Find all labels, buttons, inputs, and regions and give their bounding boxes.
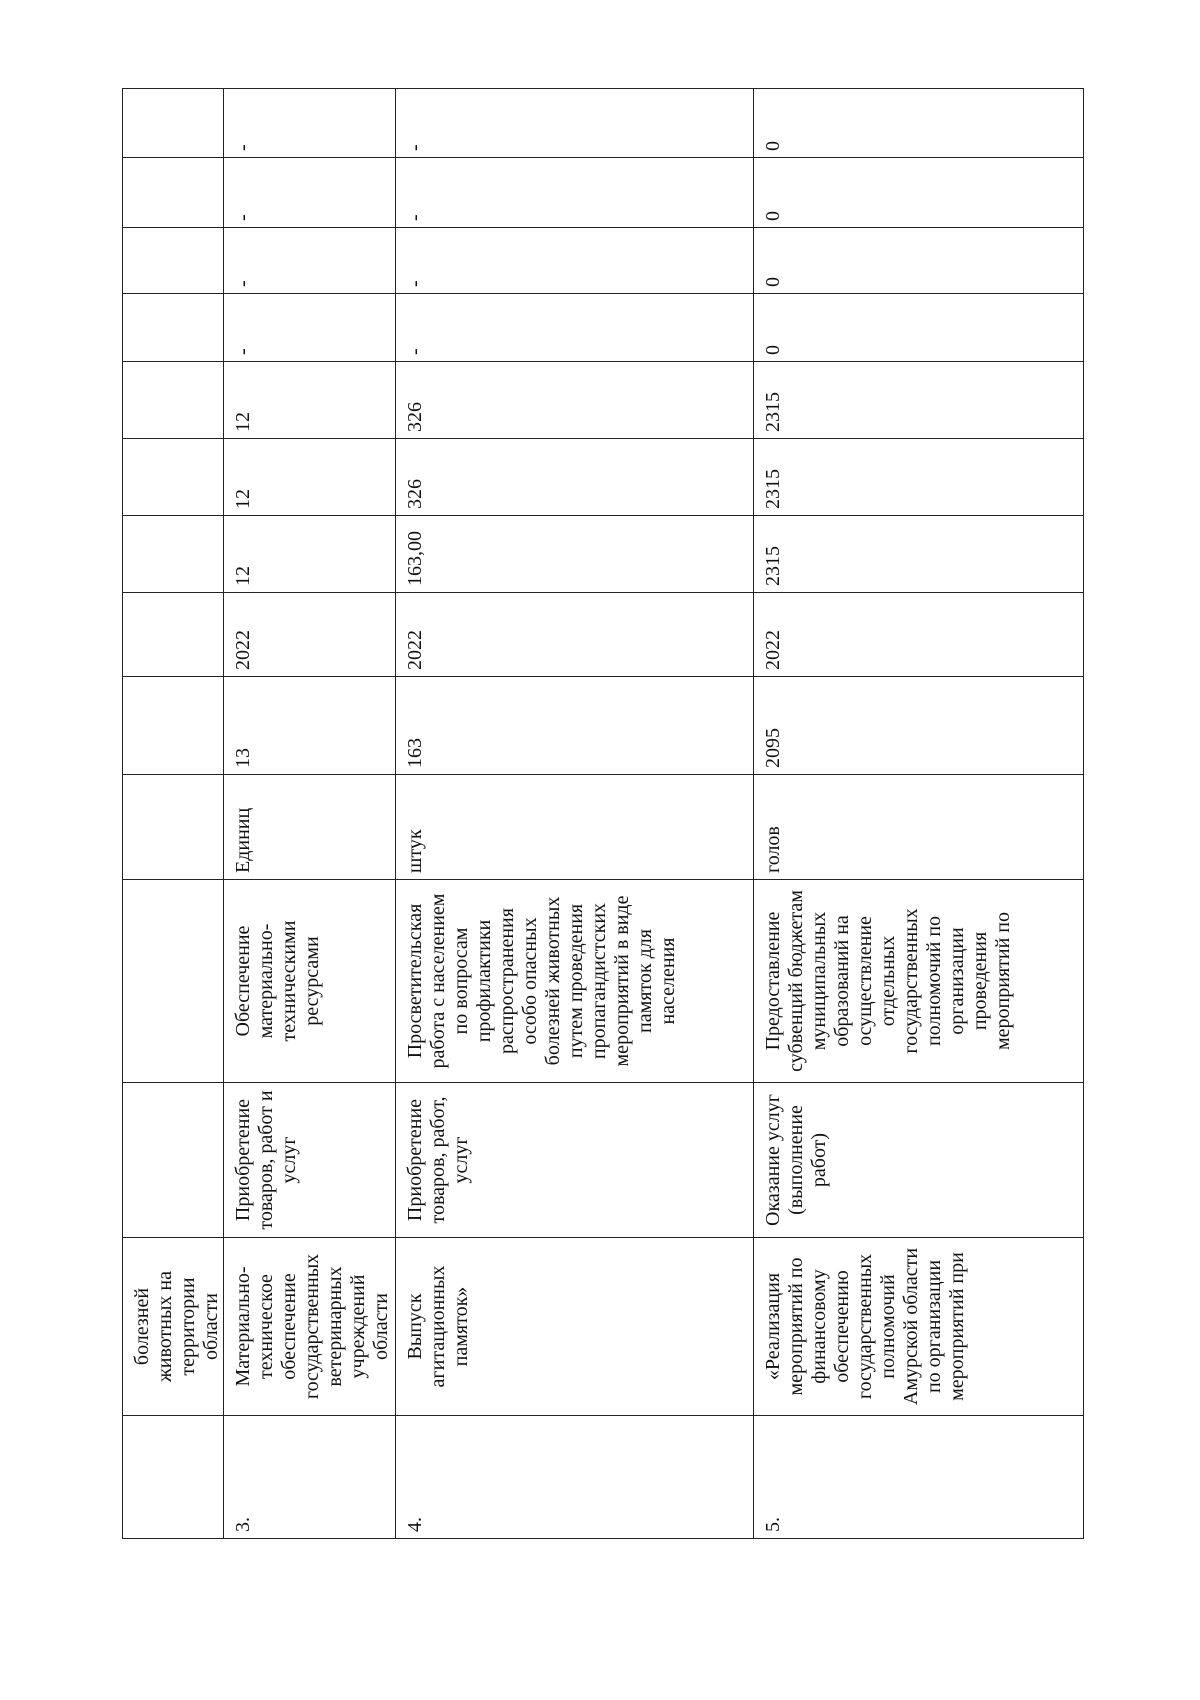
value-cell: - — [396, 158, 754, 228]
value-cell — [123, 158, 224, 228]
value-cell: 0 — [754, 89, 1084, 158]
value-cell — [123, 362, 224, 439]
value-cell: 163,00 — [396, 516, 754, 593]
value-cell: - — [396, 89, 754, 158]
expense-type-cell: Оказание услуг (выполнение работ) — [754, 1083, 1084, 1238]
value-cell: - — [396, 228, 754, 294]
value-cell — [123, 294, 224, 362]
value-cell — [123, 439, 224, 516]
expense-type-cell: Приобретение товаров, работ и услуг — [224, 1083, 396, 1238]
expense-type-cell: Приобретение товаров, работ, услуг — [396, 1083, 754, 1238]
table-row — [396, 89, 754, 1539]
description-cell: Предоставление субвенций бюджетам муниципальных образований на осуществление отдельных государственных полномочий по организации проведения мероприятий по — [754, 880, 1084, 1083]
year-cell: 2022 — [224, 593, 396, 677]
unit-cell: голов — [754, 775, 1084, 880]
value-cell: 0 — [754, 228, 1084, 294]
value-cell: - — [224, 158, 396, 228]
activity-name-cell: «Реализация мероприятий по финансовому обеспечению государственных полномочий Амурской области по организации мероприятий при — [754, 1238, 1084, 1416]
row-number-cell: 5. — [754, 1416, 1084, 1539]
year-cell — [123, 593, 224, 677]
value-cell: 326 — [396, 362, 754, 439]
table-row — [224, 89, 396, 1539]
value-cell — [123, 677, 224, 775]
value-cell: 13 — [224, 677, 396, 775]
description-cell — [123, 880, 224, 1083]
unit-cell — [123, 775, 224, 880]
table-row — [754, 89, 1084, 1539]
value-cell: 12 — [224, 516, 396, 593]
value-cell — [123, 89, 224, 158]
description-cell: Обеспечение материально-техническими ресурсами — [224, 880, 396, 1083]
value-cell: 0 — [754, 294, 1084, 362]
row-number-cell — [123, 1416, 224, 1539]
value-cell: - — [224, 89, 396, 158]
programme-activities-table — [122, 88, 1084, 1539]
value-cell: 12 — [224, 362, 396, 439]
activity-name-cell: Материально-техническое обеспечение государственных ветеринарных учреждений области — [224, 1238, 396, 1416]
value-cell: 163 — [396, 677, 754, 775]
activity-name-cell: болезней животных на территории области — [123, 1238, 224, 1416]
value-cell: 326 — [396, 439, 754, 516]
value-cell: 2315 — [754, 439, 1084, 516]
unit-cell: штук — [396, 775, 754, 880]
value-cell: 2315 — [754, 362, 1084, 439]
row-number-cell: 4. — [396, 1416, 754, 1539]
value-cell: 12 — [224, 439, 396, 516]
activity-name-cell: Выпуск агитационных памяток» — [396, 1238, 754, 1416]
value-cell: - — [396, 294, 754, 362]
row-number-cell: 3. — [224, 1416, 396, 1539]
value-cell — [123, 228, 224, 294]
year-cell: 2022 — [396, 593, 754, 677]
value-cell: - — [224, 228, 396, 294]
expense-type-cell — [123, 1083, 224, 1238]
year-cell: 2022 — [754, 593, 1084, 677]
rotated-table-page — [122, 89, 1077, 1539]
value-cell: 0 — [754, 158, 1084, 228]
description-cell: Просветительская работа с населением по вопросам профилактики распространения особо опасных болезней животных путем проведения пропагандистских мероприятий в виде памяток для населения — [396, 880, 754, 1083]
value-cell — [123, 516, 224, 593]
unit-cell: Единиц — [224, 775, 396, 880]
table-row — [123, 89, 224, 1539]
value-cell: 2315 — [754, 516, 1084, 593]
value-cell: - — [224, 294, 396, 362]
value-cell: 2095 — [754, 677, 1084, 775]
